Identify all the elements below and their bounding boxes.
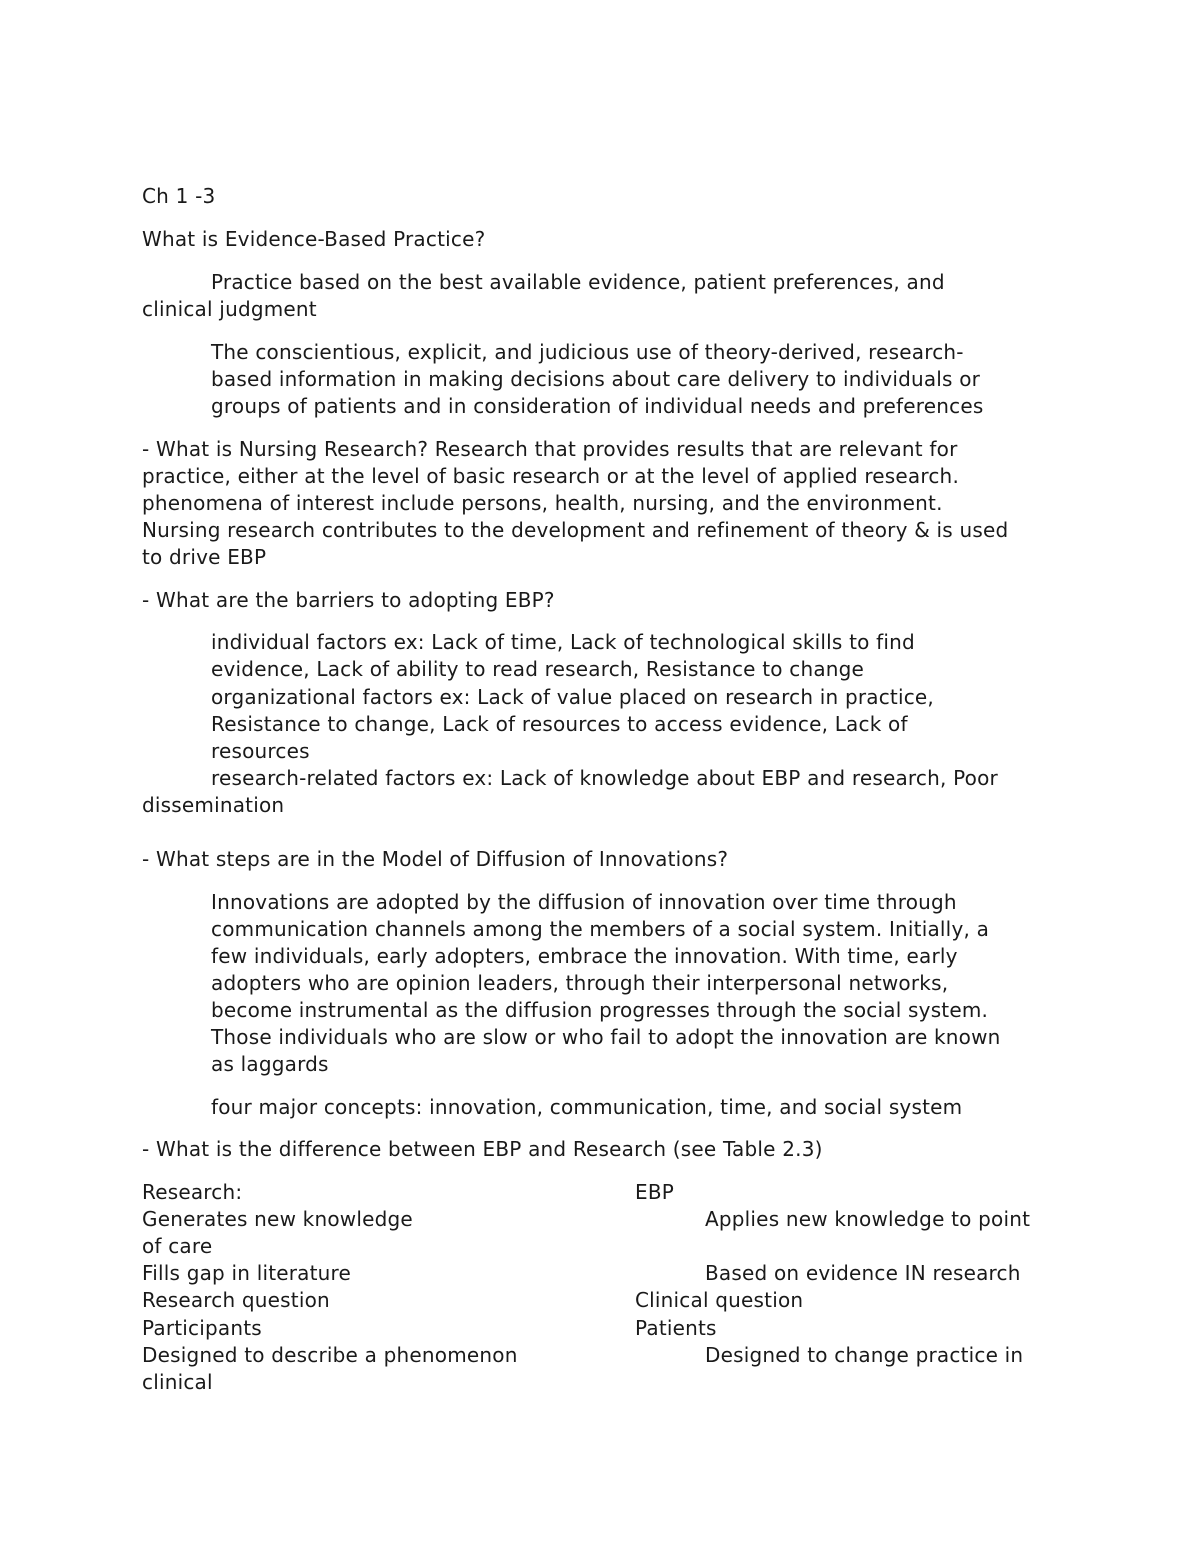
diffusion-line: Innovations are adopted by the diffusion of innovation over time through: [211, 890, 957, 914]
question-barriers: - What are the barriers to adopting EBP?: [142, 588, 555, 612]
question-ebp: What is Evidence-Based Practice?: [142, 227, 486, 251]
diffusion-line: adopters who are opinion leaders, through their interpersonal networks,: [211, 971, 949, 995]
research-cell: clinical: [142, 1370, 213, 1394]
diffusion-line: communication channels among the members of a social system. Initially, a: [211, 917, 990, 941]
ebp-definition-line: Practice based on the best available evidence, patient preferences, and: [211, 270, 945, 294]
ebp-definition-2-line: The conscientious, explicit, and judicious use of theory-derived, research-: [211, 340, 964, 364]
diffusion-line: as laggards: [211, 1052, 329, 1076]
research-column-heading: Research:: [142, 1180, 243, 1204]
research-cell: Fills gap in literature: [142, 1261, 352, 1285]
question-diffusion: - What steps are in the Model of Diffusion of Innovations?: [142, 847, 729, 871]
diffusion-line: become instrumental as the diffusion progresses through the social system.: [211, 998, 989, 1022]
ebp-column-heading: EBP: [635, 1180, 675, 1204]
research-cell: Research question: [142, 1288, 330, 1312]
barriers-line: resources: [211, 739, 310, 763]
ebp-definition-2-line: groups of patients and in consideration of individual needs and preferences: [211, 394, 984, 418]
ebp-definition-2-line: based information in making decisions about care delivery to individuals or: [211, 367, 981, 391]
chapter-heading: Ch 1 -3: [142, 184, 216, 208]
ebp-cell: Patients: [635, 1316, 717, 1340]
barriers-line: organizational factors ex: Lack of value placed on research in practice,: [211, 685, 934, 709]
nursing-research-line: phenomena of interest include persons, health, nursing, and the environment.: [142, 491, 943, 515]
nursing-research-line: Nursing research contributes to the development and refinement of theory & is used: [142, 518, 1009, 542]
research-cell: Participants: [142, 1316, 262, 1340]
ebp-cell: Designed to change practice in: [705, 1343, 1024, 1367]
barriers-line: Resistance to change, Lack of resources to access evidence, Lack of: [211, 712, 908, 736]
barriers-line: dissemination: [142, 793, 285, 817]
ebp-cell: Based on evidence IN research: [705, 1261, 1021, 1285]
diffusion-line: few individuals, early adopters, embrace the innovation. With time, early: [211, 944, 958, 968]
four-concepts: four major concepts: innovation, communication, time, and social system: [211, 1095, 963, 1119]
barriers-line: evidence, Lack of ability to read research, Resistance to change: [211, 657, 865, 681]
research-cell: Designed to describe a phenomenon: [142, 1343, 518, 1367]
barriers-line: research-related factors ex: Lack of knowledge about EBP and research, Poor: [211, 766, 998, 790]
question-difference: - What is the difference between EBP and Research (see Table 2.3): [142, 1137, 823, 1161]
ebp-definition-line: clinical judgment: [142, 297, 317, 321]
research-cell: Generates new knowledge: [142, 1207, 413, 1231]
barriers-line: individual factors ex: Lack of time, Lack of technological skills to find: [211, 630, 915, 654]
nursing-research-line: - What is Nursing Research? Research that provides results that are relevant for: [142, 437, 958, 461]
research-cell: of care: [142, 1234, 213, 1258]
diffusion-line: Those individuals who are slow or who fail to adopt the innovation are known: [211, 1025, 1001, 1049]
nursing-research-line: to drive EBP: [142, 545, 267, 569]
nursing-research-line: practice, either at the level of basic research or at the level of applied research.: [142, 464, 959, 488]
ebp-cell: Applies new knowledge to point: [705, 1207, 1031, 1231]
ebp-cell: Clinical question: [635, 1288, 804, 1312]
